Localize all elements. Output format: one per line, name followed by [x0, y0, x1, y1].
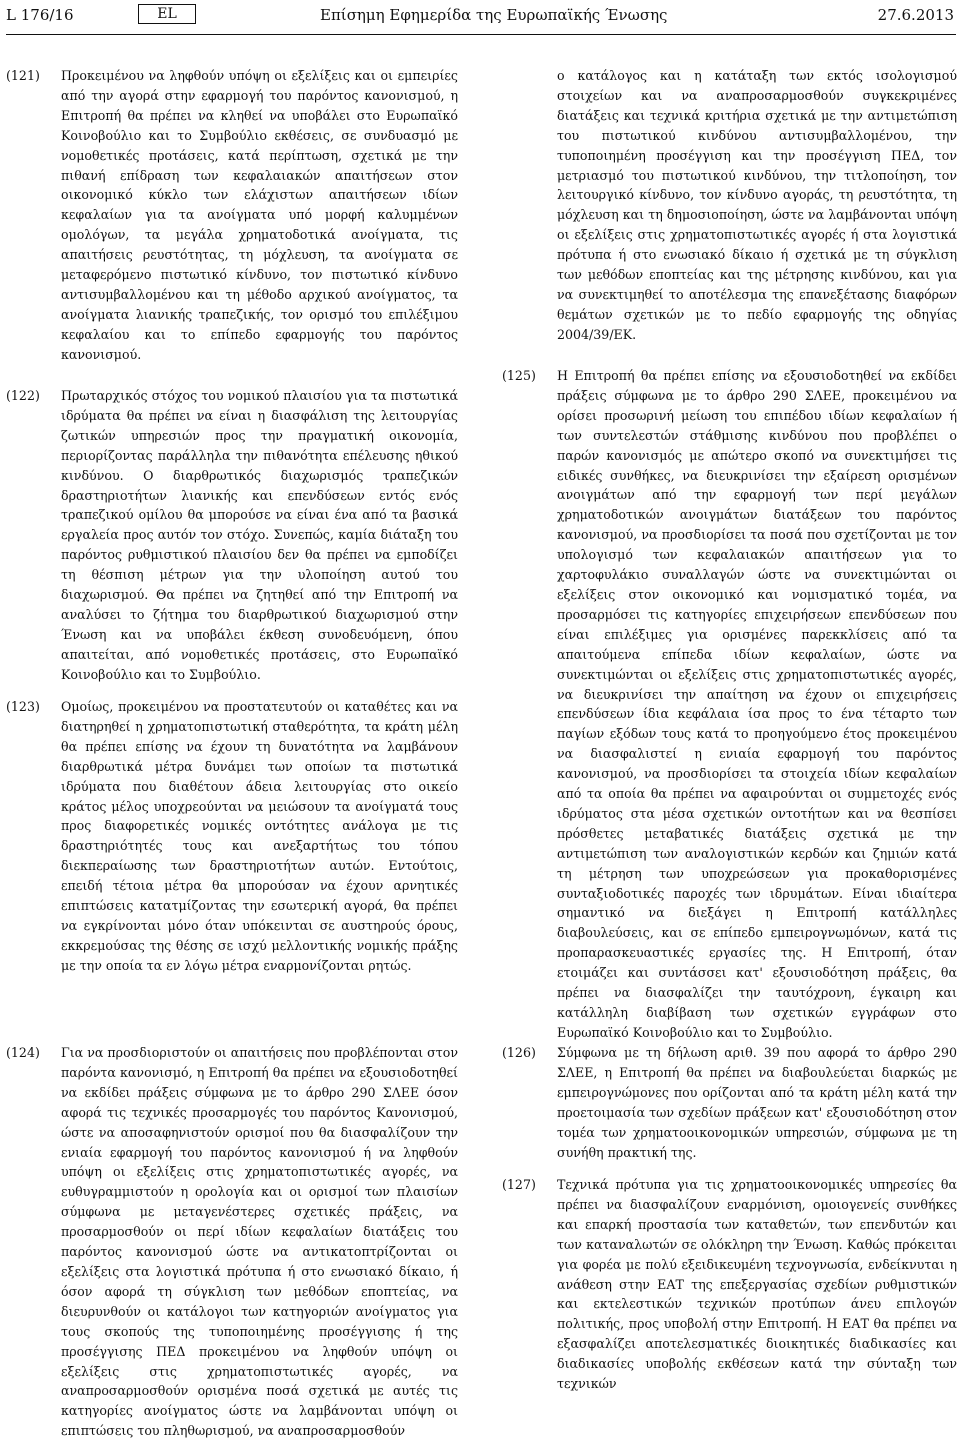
publication-date: 27.6.2013	[877, 6, 954, 24]
recital-text: Η Επιτροπή θα πρέπει επίσης να εξουσιοδοτηθεί να εκδίδει πράξεις σύμφωνα με το άρθρο 290 ΣΛΕΕ, προκειμένου να ορίσει προσωρινή μείωση του επιπέδου ιδίων κεφαλαίων ή των συντελεστών στάθμισης κινδύνου που προβλέπει ο παρών κανονισμός με απώτερο σκοπό να συνεκτιμήσει τις ειδικές συνθήκες, να διευκρινίσει την εξαίρεση ορισμένων ανοιγμάτων από την εφαρμογή των περί μεγάλων χρηματοδοτικών ανοιγμάτων διατάξεων του παρόντος κανονισμού, να προσδιορίσει τα ποσά που σχετίζονται με τον υπολογισμό των κεφαλαιακών απαιτήσεων για το χαρτοφυλάκιο συναλλαγών ώστε να συνεκτιμώνται οι εξελίξεις στον οικονομικό και νομισματικό τομέα, να προσαρμόσει τις κατηγορίες επιχειρήσεων επενδύσεων που είναι επιλέξιμες για ορισμένες παρεκκλίσεις από τα απαιτούμενα επίπεδα ιδίων κεφαλαίων, ώστε να συνεκτιμώνται οι εξελίξεις στις χρηματοπιστωτικές αγορές, να διευκρινίσει την απαίτηση να έχουν οι επιχειρήσεις επενδύσεων ίδια κεφάλαια ίσα προς το ένα τέταρτο των παγίων εξόδων τους κατά το προηγούμενο έτος προκειμένου να διασφαλιστεί η ενιαία εφαρμογή του παρόντος κανονισμού, να προσδιορίσει τα στοιχεία ιδίων κεφαλαίων από τα οποία θα πρέπει να αφαιρούνται οι συμμετοχές ενός ιδρύματος στα μέσα σχετικών οντοτήτων και να θεσπίσει πρόσθετες μεταβατικές διατάξεις σχετικά με την αντιμετώπιση των αναλογιστικών κερδών και ζημιών κατά τη μέτρηση των υποχρεώσεων για προκαθορισμένες συνταξιοδοτικές παροχές των ιδρυμάτων. Είναι ιδιαίτερα σημαντικό να διεξάγει η Επιτροπή κατάλληλες διαβουλεύσεις, και σε επίπεδο εμπειρογνωμόνων, κατά τις προπαρασκευαστικές εργασίες της. Η Επιτροπή, όταν ετοιμάζει και συντάσσει κατ' εξουσιοδότηση πράξεις, θα πρέπει να διασφαλίζει την ταυτόχρονη, έγκαιρη και κατάλληλη διαβίβαση των σχετικών εγγράφων στο Ευρωπαϊκό Κοινοβούλιο και το Συμβούλιο.	[557, 368, 957, 1040]
recital-number: (126)	[502, 1045, 536, 1060]
recital-number: (121)	[6, 68, 40, 83]
page-header	[0, 0, 960, 36]
language-badge: EL	[138, 4, 196, 24]
recital-124-continuation: ο κατάλογος και η κατάταξη των εκτός ισολογισμού στοιχείων και να αναπροσαρμοσθούν συγκεκριμένες διατάξεις και τεχνικά κριτήρια σχετικά με την αντιμετώπιση του πιστωτικού κινδύνου αντισυμβαλλομένου, την τυποποιημένη προσέγγιση και την προσέγγιση ΠΕΔ, τον μετριασμό του πιστωτικού κινδύνου, την τιτλοποίηση, τον λειτουργικό κίνδυνο, τον κίνδυνο αγοράς, τη ρευστότητα, τη μόχλευση και τη δημοσιοποίηση, ώστε να λαμβάνονται υπόψη οι εξελίξεις στις χρηματοπιστωτικές αγορές ή στα λογιστικά πρότυπα ή στο ενωσιακό δίκαιο ή σχετικά με τη σύγκλιση των μεθόδων εποπτείας και της μέτρησης κινδύνου, και για να συνεκτιμηθεί το αποτέλεσμα της επανεξέτασης διαφόρων θεμάτων σχετικών με το πεδίο εφαρμογής της οδηγίας 2004/39/ΕΚ.	[557, 68, 957, 342]
recital-text: Ομοίως, προκειμένου να προστατευτούν οι καταθέτες και να διατηρηθεί η χρηματοπιστωτική σταθερότητα, τα κράτη μέλη θα πρέπει επίσης να έχουν τη δυνατότητα να λαμβάνουν διαρθρωτικά μέτρα δυνάμει των οποίων τα πιστωτικά ιδρύματα που διαθέτουν άδεια λειτουργίας στο οικείο κράτος μέλος υποχρεούνται να μειώσουν τα ανοίγματά τους προς διαφορετικές νομικές οντότητες ανάλογα με τις δραστηριότητές τους και ανεξαρτήτως του τόπου διεκπεραίωσης των δραστηριοτήτων αυτών. Εντούτοις, επειδή τέτοια μέτρα θα μπορούσαν να έχουν αρνητικές επιπτώσεις κατατμίζοντας την εσωτερική αγορά, θα πρέπει να εγκρίνονται μόνο όταν υπόκεινται σε αυστηρούς όρους, εκκρεμούσας της θέσης σε ισχύ μελλοντικής νομικής πράξης με την οποία τα εν λόγω μέτρα εναρμονίζονται ρητώς.	[61, 699, 458, 973]
recital-text: Προκειμένου να ληφθούν υπόψη οι εξελίξεις και οι εμπειρίες από την αγορά στην εφαρμογή του παρόντος κανονισμού, η Επιτροπή θα πρέπει να κληθεί να υποβάλει στο Ευρωπαϊκό Κοινοβούλιο και το Συμβούλιο εκθέσεις, σε συνδυασμό με νομοθετικές προτάσεις, κατά περίπτωση, σχετικά με την πιθανή επίδραση των κεφαλαιακών απαιτήσεων στον οικονομικό κύκλο των ελάχιστων απαιτήσεων ιδίων κεφαλαίων για τα ανοίγματα υπό μορφή καλυμμένων ομολόγων, τα μεγάλα χρηματοδοτικά ανοίγματα, τις απαιτήσεις ρευστότητας, τη μόχλευση, τα ανοίγματα σε μεταφερόμενο πιστωτικό κίνδυνο, τον πιστωτικό κίνδυνο αντισυμβαλλομένου και τη μέθοδο αρχικού ανοίγματος, τα ανοίγματα λιανικής τραπεζικής, τον ορισμό του επιλέξιμου κεφαλαίου και το επίπεδο εφαρμογής του παρόντος κανονισμού.	[61, 68, 458, 362]
header-rule	[6, 34, 956, 35]
recital-number: (125)	[502, 368, 536, 383]
recital-text: Για να προσδιοριστούν οι απαιτήσεις που προβλέπονται στον παρόντα κανονισμό, η Επιτροπή θα πρέπει να εξουσιοδοτηθεί να εκδίδει πράξεις σύμφωνα με το άρθρο 290 ΣΛΕΕ όσον αφορά τις τεχνικές προσαρμογές του παρόντος Κανονισμού, ώστε να αποσαφηνιστούν ορισμοί που θα διασφαλίζουν την ενιαία εφαρμογή του παρόντος κανονισμού ή να ληφθούν υπόψη οι εξελίξεις στις χρηματοπιστωτικές αγορές, να ευθυγραμμιστούν η ορολογία και οι ορισμοί των πλαισίων σύμφωνα με μεταγενέστερες σχετικές πράξεις, να προσαρμοσθούν οι περί ιδίων κεφαλαίων διατάξεις του παρόντος κανονισμού ώστε να αντικατοπτρίζονται οι εξελίξεις στα λογιστικά πρότυπα ή στο ενωσιακό δίκαιο, ή όσον αφορά τη σύγκλιση των μεθόδων εποπτείας, να διευρυνθούν οι κατάλογοι των κατηγοριών ανοίγματος για τους σκοπούς της τυποποιημένης προσέγγισης ή της προσέγγισης ΠΕΔ προκειμένου να ληφθούν υπόψη οι εξελίξεις στις χρηματοπιστωτικές αγορές, να αναπροσαρμοσθούν ορισμένα ποσά σχετικά με αυτές τις κατηγορίες ανοίγματος ώστε να λαμβάνονται υπόψη οι επιπτώσεις του πληθωρισμού, να αναπροσαρμοσθούν	[61, 1045, 458, 1439]
recital-text: Πρωταρχικός στόχος του νομικού πλαισίου για τα πιστωτικά ιδρύματα θα πρέπει να είναι η διασφάλιση της λειτουργίας ζωτικών υπηρεσιών προς την πραγματική οικονομία, περιορίζοντας παράλληλα την πιθανότητα επέλευσης ηθικού κινδύνου. Ο διαρθρωτικός διαχωρισμός τραπεζικών δραστηριοτήτων λιανικής και επενδύσεων εντός ενός τραπεζικού ομίλου θα μπορούσε να είναι ένα από τα βασικά εργαλεία προς αυτόν τον στόχο. Συνεπώς, καμία διάταξη του παρόντος ρυθμιστικού πλαισίου δεν θα πρέπει να εμποδίζει τη θέσπιση μέτρων για την υλοποίηση αυτού του διαχωρισμού. Θα πρέπει να ζητηθεί από την Επιτροπή να αναλύσει το ζήτημα του διαρθρωτικού διαχωρισμού στην Ένωση και να υποβάλει έκθεση συνοδευόμενη, όπου απαιτείται, από νομοθετικές προτάσεις, στο Ευρωπαϊκό Κοινοβούλιο και το Συμβούλιο.	[61, 388, 458, 682]
page-reference: L 176/16	[6, 6, 74, 24]
recital-number: (123)	[6, 699, 40, 714]
recital-text: Σύμφωνα με τη δήλωση αριθ. 39 που αφορά το άρθρο 290 ΣΛΕΕ, η Επιτροπή θα πρέπει να διαβουλεύεται διαρκώς με εμπειρογνώμονες που ορίζονται από τα κράτη μέλη κατά την προετοιμασία των σχεδίων πράξεων κατ' εξουσιοδότηση στον τομέα των χρηματοοικονομικών υπηρεσιών, σύμφωνα με τη συνήθη πρακτική της.	[557, 1045, 957, 1160]
recital-text: Τεχνικά πρότυπα για τις χρηματοοικονομικές υπηρεσίες θα πρέπει να διασφαλίζουν εναρμόνιση, ομοιογενείς συνθήκες και επαρκή προστασία των καταθετών, των επενδυτών και των καταναλωτών σε ολόκληρη την Ένωση. Καθώς πρόκειται για φορέα με πολύ εξειδικευμένη τεχνογνωσία, ενδείκνυται η ανάθεση στην ΕΑΤ της επεξεργασίας σχεδίων ρυθμιστικών και εκτελεστικών τεχνικών προτύπων άνευ επιλογών πολιτικής, προς υποβολή στην Επιτροπή. Η ΕΑΤ θα πρέπει να εξασφαλίζει αποτελεσματικές διοικητικές διαδικασίες και διαδικασίες υποβολής εκθέσεων κατά την σύνταξη των τεχνικών	[557, 1177, 957, 1392]
journal-title: Επίσημη Εφημερίδα της Ευρωπαϊκής Ένωσης	[320, 6, 668, 24]
recital-number: (124)	[6, 1045, 40, 1060]
recital-number: (127)	[502, 1177, 536, 1192]
recital-number: (122)	[6, 388, 40, 403]
